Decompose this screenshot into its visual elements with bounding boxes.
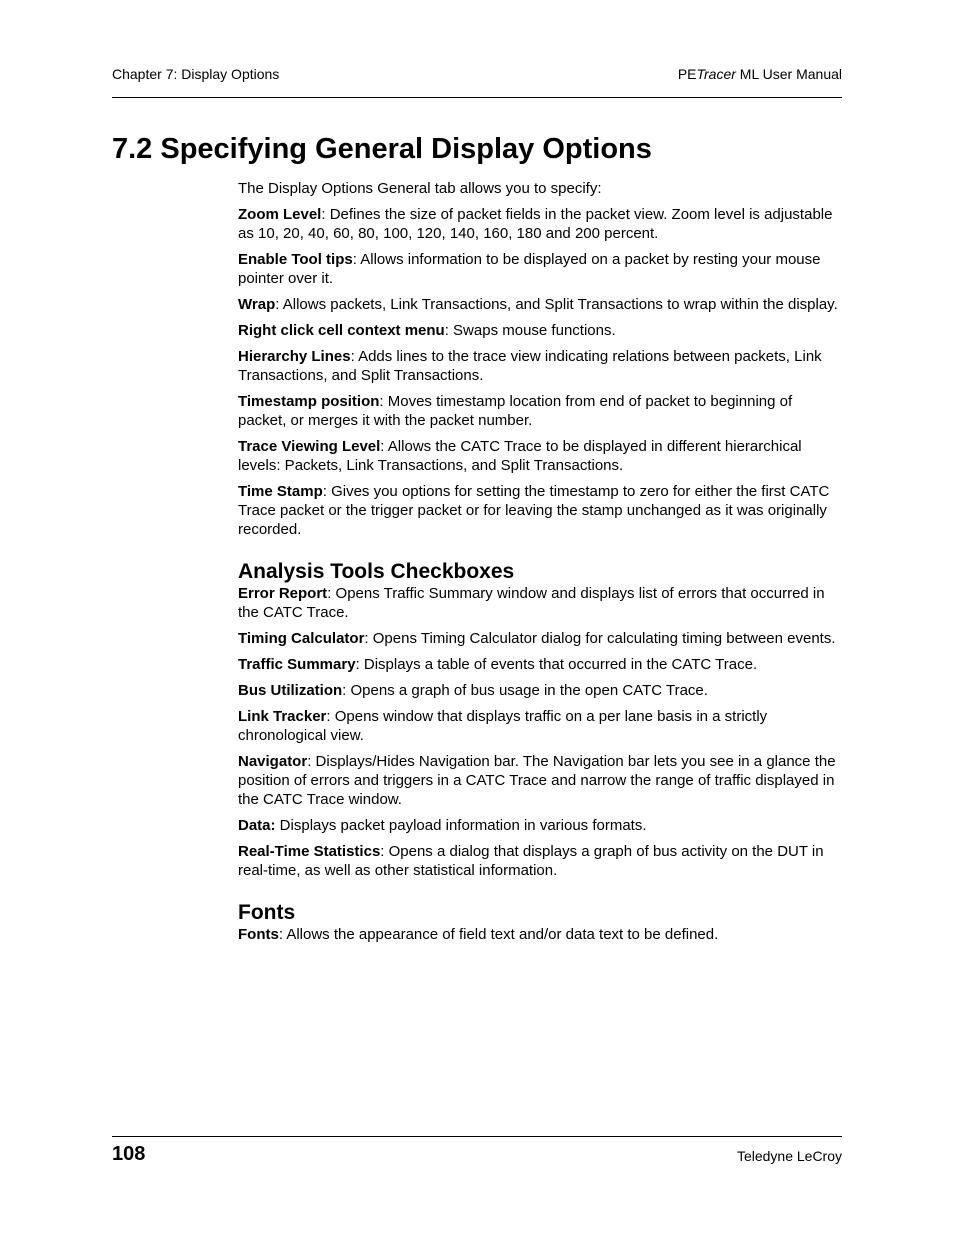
option-paragraph (238, 392, 842, 430)
option-term: Timing Calculator (238, 630, 365, 647)
option-paragraph (238, 321, 842, 340)
analysis-options-list (238, 584, 842, 880)
option-paragraph (238, 681, 842, 700)
option-term: Link Tracker (238, 708, 327, 725)
option-description: : Allows packets, Link Transactions, and Split Transactions to wrap within the display. (275, 296, 838, 313)
option-term: Traffic Summary (238, 656, 356, 673)
option-description: : Displays a table of events that occurred in the CATC Trace. (355, 656, 758, 673)
option-paragraph (238, 842, 842, 880)
option-description: : Opens Timing Calculator dialog for calculating timing between events. (364, 630, 836, 647)
option-description: : Opens window that displays traffic on a per lane basis in a strictly chronological view. (238, 708, 768, 744)
manual-title-prefix: PE (677, 66, 697, 82)
option-term: Bus Utilization (238, 682, 343, 699)
footer-company: Teledyne LeCroy (736, 1148, 842, 1164)
option-description: : Allows the appearance of field text and/or data text to be defined. (278, 926, 719, 943)
intro-paragraph: The Display Options General tab allows you to specify: (238, 180, 602, 197)
option-description: : Adds lines to the trace view indicating relations between packets, Link Transactions, and Split Transactions. (238, 348, 822, 384)
option-description: : Displays/Hides Navigation bar. The Navigation bar lets you see in a glance the position of errors and triggers in a CATC Trace and narrow the range of traffic displayed in the CATC Trace window. (238, 753, 836, 808)
option-description: : Gives you options for setting the timestamp to zero for either the first CATC Trace packet or the trigger packet or for leaving the stamp unchanged as it was originally recorded. (238, 483, 830, 538)
option-term: Wrap (238, 296, 276, 313)
manual-title-suffix: ML User Manual (735, 66, 842, 82)
option-term: Hierarchy Lines (238, 348, 351, 365)
option-term: Time Stamp (238, 483, 323, 500)
option-paragraph (238, 925, 842, 944)
option-description: : Defines the size of packet fields in the packet view. Zoom level is adjustable as 10, 20, 40, 60, 80, 100, 120, 140, 160, 180 and 200 percent. (238, 206, 833, 242)
option-description: : Opens a dialog that displays a graph of bus activity on the DUT in real-time, as well as other statistical information. (238, 843, 824, 879)
section-title: 7.2 Specifying General Display Options (112, 133, 652, 165)
general-options-list (238, 205, 842, 539)
option-term: Enable Tool tips (238, 251, 353, 268)
option-term: Timestamp position (238, 393, 380, 410)
option-term: Fonts (238, 926, 279, 943)
header-divider (112, 97, 842, 98)
option-description: : Allows information to be displayed on a packet by resting your mouse pointer over it. (238, 251, 821, 287)
running-header-manual-title (678, 66, 842, 82)
option-paragraph (238, 347, 842, 385)
option-description: Displays packet payload information in various formats. (275, 817, 647, 834)
page-number: 108 (112, 1143, 146, 1165)
option-paragraph (238, 707, 842, 745)
option-term: Data: (238, 817, 276, 834)
option-paragraph (238, 629, 842, 648)
option-term: Navigator (238, 753, 308, 770)
option-term: Real-Time Statistics (238, 843, 381, 860)
option-term: Trace Viewing Level (238, 438, 381, 455)
option-term: Error Report (238, 585, 328, 602)
option-description: : Opens a graph of bus usage in the open CATC Trace. (342, 682, 708, 699)
manual-title-italic: Tracer (696, 66, 736, 82)
option-paragraph (238, 437, 842, 475)
option-description: : Moves timestamp location from end of packet to beginning of packet, or merges it with the packet number. (238, 393, 793, 429)
fonts-heading: Fonts (238, 901, 296, 924)
running-header-chapter: Chapter 7: Display Options (112, 66, 280, 82)
option-term: Zoom Level (238, 206, 322, 223)
option-description: : Allows the CATC Trace to be displayed in different hierarchical levels: Packets, Link Transactions, and Split Transactions. (238, 438, 802, 474)
option-paragraph (238, 584, 842, 622)
option-description: : Opens Traffic Summary window and displays list of errors that occurred in the CATC Trace. (238, 585, 825, 621)
option-paragraph (238, 816, 842, 835)
option-paragraph (238, 295, 842, 314)
option-paragraph (238, 205, 842, 243)
body-content (238, 179, 842, 951)
fonts-options-list (238, 925, 842, 944)
option-paragraph (238, 482, 842, 539)
option-paragraph (238, 752, 842, 809)
analysis-tools-heading: Analysis Tools Checkboxes (238, 560, 515, 583)
option-paragraph (238, 655, 842, 674)
footer-divider (112, 1136, 842, 1137)
option-paragraph (238, 250, 842, 288)
option-term: Right click cell context menu (238, 322, 445, 339)
option-description: : Swaps mouse functions. (444, 322, 616, 339)
